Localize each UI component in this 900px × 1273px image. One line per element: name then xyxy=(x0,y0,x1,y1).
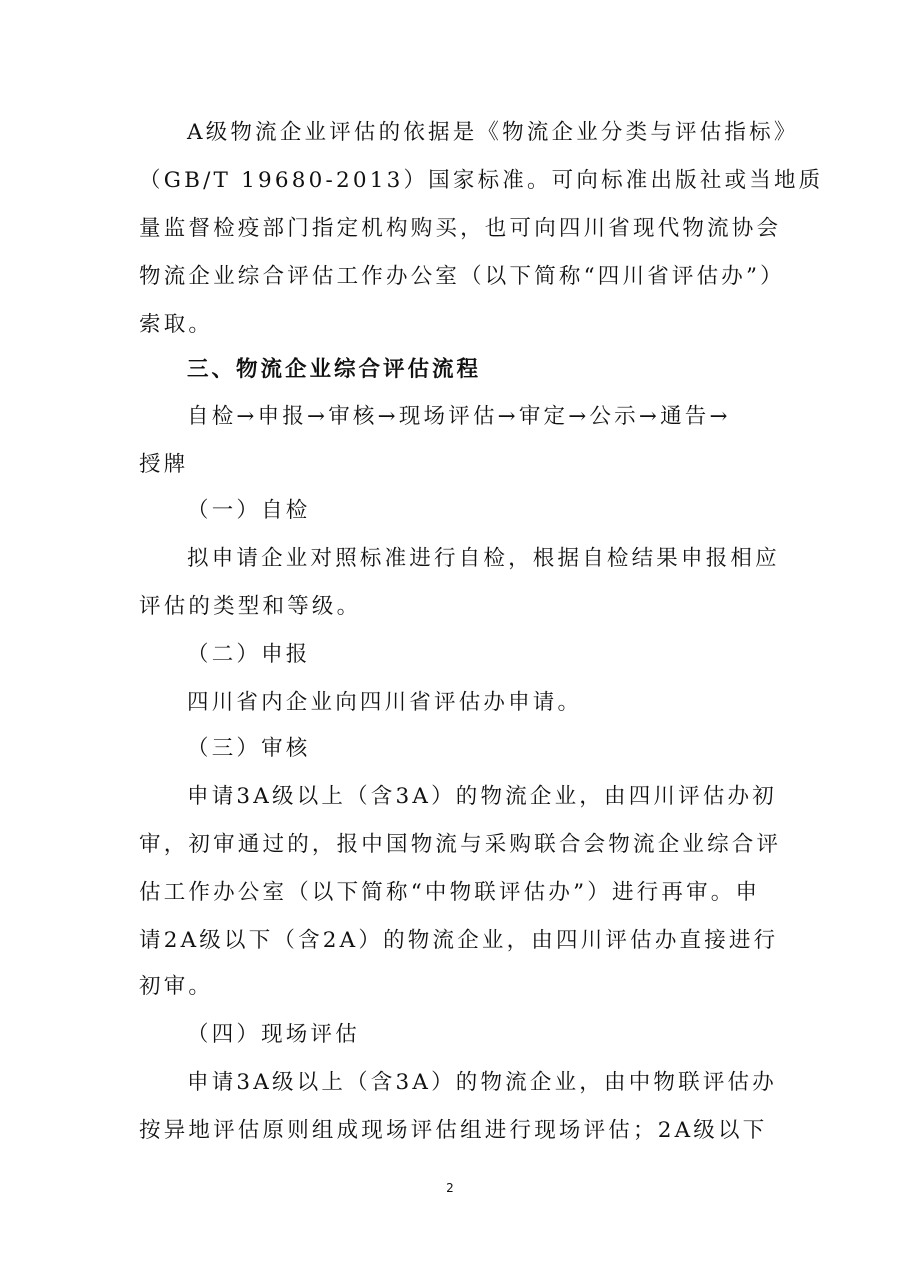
section-heading: 三、物流企业综合评估流程 xyxy=(187,357,482,382)
paragraph-line: 索取。 xyxy=(139,312,214,337)
flow-line: 授牌 xyxy=(139,452,189,477)
subsection-title: （一）自检 xyxy=(187,498,311,523)
subsection-title: （二）申报 xyxy=(187,642,311,667)
paragraph-line: 物流企业综合评估工作办公室（以下简称“四川省评估办”） xyxy=(139,264,785,289)
paragraph-line: （GB/T 19680-2013）国家标准。可向标准出版社或当地质 xyxy=(139,168,824,193)
paragraph-line: 拟申请企业对照标准进行自检，根据自检结果申报相应 xyxy=(187,546,780,571)
paragraph-line: 量监督检疫部门指定机构购买，也可向四川省现代物流协会 xyxy=(139,216,782,241)
subsection-title: （三）审核 xyxy=(187,736,311,761)
paragraph-line: 申请3A级以上（含3A）的物流企业，由四川评估办初 xyxy=(187,784,777,809)
paragraph-line: 四川省内企业向四川省评估办申请。 xyxy=(187,690,583,715)
paragraph-line: 评估的类型和等级。 xyxy=(139,594,362,619)
flow-line: 自检→申报→审核→现场评估→审定→公示→通告→ xyxy=(187,404,731,429)
subsection-title: （四）现场评估 xyxy=(187,1022,360,1047)
paragraph-line: 按异地评估原则组成现场评估组进行现场评估；2A级以下 xyxy=(139,1118,768,1143)
paragraph-line: 初审。 xyxy=(139,974,214,999)
paragraph-line: 估工作办公室（以下简称“中物联评估办”）进行再审。申 xyxy=(139,880,761,905)
paragraph-line: 请2A级以下（含2A）的物流企业，由四川评估办直接进行 xyxy=(139,928,779,953)
paragraph-line: 申请3A级以上（含3A）的物流企业，由中物联评估办 xyxy=(187,1070,777,1095)
paragraph-line: A级物流企业评估的依据是《物流企业分类与评估指标》 xyxy=(187,120,799,145)
page-number: 2 xyxy=(446,1181,454,1195)
paragraph-line: 审，初审通过的，报中国物流与采购联合会物流企业综合评 xyxy=(139,832,782,857)
